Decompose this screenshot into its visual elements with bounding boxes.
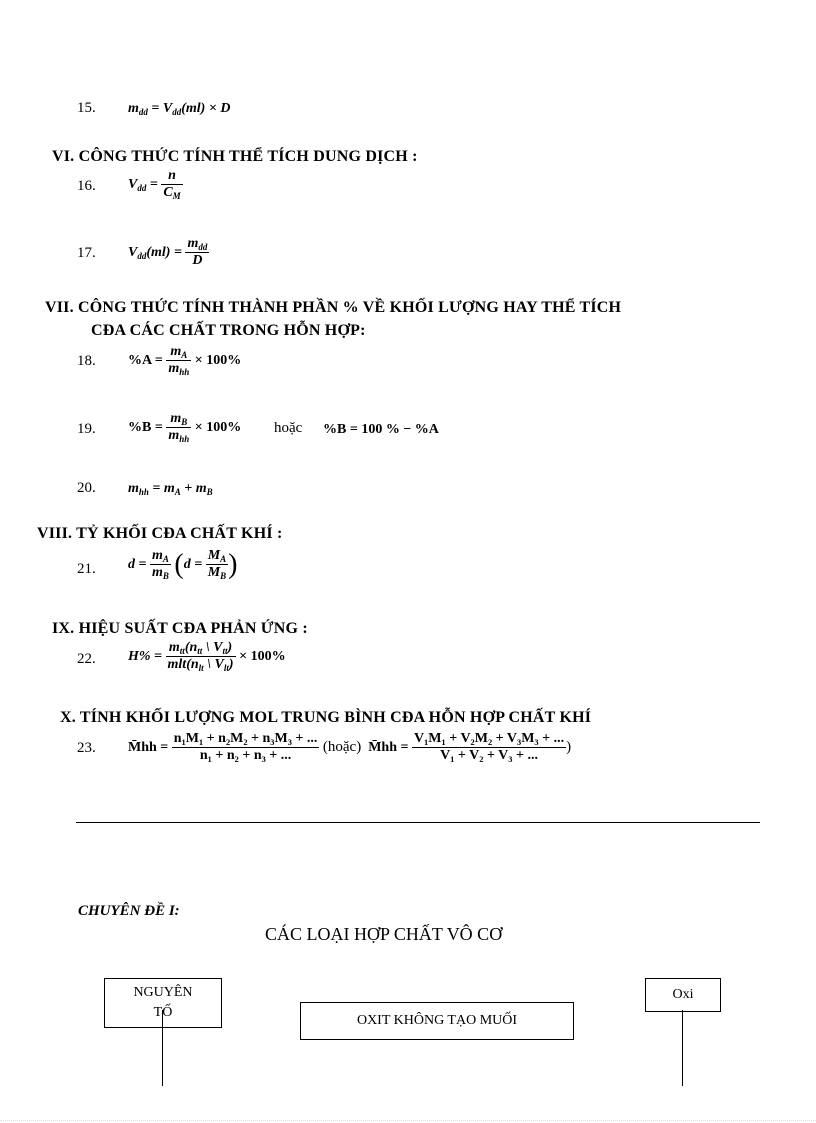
section-vi-heading: VI. CÔNG THỨC TÍNH THỂ TÍCH DUNG DỊCH : [52,148,418,165]
formula-15: $m_{dd} = V_{dd}(ml) \times D$ [128,101,231,117]
item-number-15: 15. [77,100,96,116]
formula-21: d = $\frac{m_A}{m_B}$ (d = $\frac{M_A}{M_B}$ ) [128,548,238,582]
formula-22: H% = $\frac{m_{tt}(n_{tt} \backslash V_{tt})}{mlt(n_{lt} \backslash V_{lt})}$ × 100% [128,640,286,674]
formula-18: %A = $\frac{m_A}{m_{hh}}$ × 100% [128,344,242,378]
item-number-20: 20. [77,480,96,496]
formula-20: $m_{hh} = m_A + m_B$ [128,481,213,497]
section-ix-heading: IX. HIỆU SUẤT CĐA PHẢN ỨNG : [52,620,308,637]
diagram-box-oxide: OXIT KHÔNG TẠO MUỐI [300,1002,574,1040]
item-number-23: 23. [77,740,96,756]
diagram-connector-oxygen [682,1010,683,1086]
formula-17: $V_{dd}(ml)$ = $\frac{m_{dd}}{D}$ [128,236,208,269]
or-label-19: hoặc [274,420,303,436]
diagram-connector-element [162,1010,163,1086]
item-number-19: 19. [77,421,96,437]
horizontal-rule [76,822,760,823]
section-x-heading: X. TÍNH KHỐI LƯỢNG MOL TRUNG BÌNH CĐA HỖN HỢP CHẤT KHÍ [60,709,592,726]
item-number-16: 16. [77,178,96,194]
formula-19: %B = $\frac{m_B}{m_{hh}}$ × 100% [128,411,242,445]
section-vii-heading-line2: CĐA CÁC CHẤT TRONG HỖN HỢP: [91,322,366,339]
formula-16: $V_{dd}$ = $\frac{n}{C_M}$ [128,168,181,202]
formula-19-alt: %B = 100 % − %A [323,422,439,437]
formula-23: M̄hh = $\frac{\text{n₁M₁ + n₂M₂ + n₃M₃ + ...}}{\text{n₁ + n₂ + n₃ + ...}}$ (hoặc) M̄hh = $\frac{\text{V₁M₁ + V₂M₂ + V₃M₃ + ...}}{\text{V₁ + V₂ + V₃ + ...}}$ ) [128,731,572,764]
chapter-label: CHUYÊN ĐỀ I: [78,903,180,919]
diagram-box-element: NGUYÊN TỐ [104,978,222,1028]
chapter-title: CÁC LOẠI HỢP CHẤT VÔ CƠ [265,924,503,944]
page-bottom-edge [0,1120,816,1121]
item-number-18: 18. [77,353,96,369]
item-number-17: 17. [77,245,96,261]
section-viii-heading: VIII. TỶ KHỐI CĐA CHẤT KHÍ : [37,525,283,542]
section-vii-heading-line1: VII. CÔNG THỨC TÍNH THÀNH PHẦN % VỀ KHỐI LƯỢNG HAY THỂ TÍCH [45,299,622,316]
diagram-box-oxygen: Oxi [645,978,721,1012]
item-number-21: 21. [77,561,96,577]
item-number-22: 22. [77,651,96,667]
